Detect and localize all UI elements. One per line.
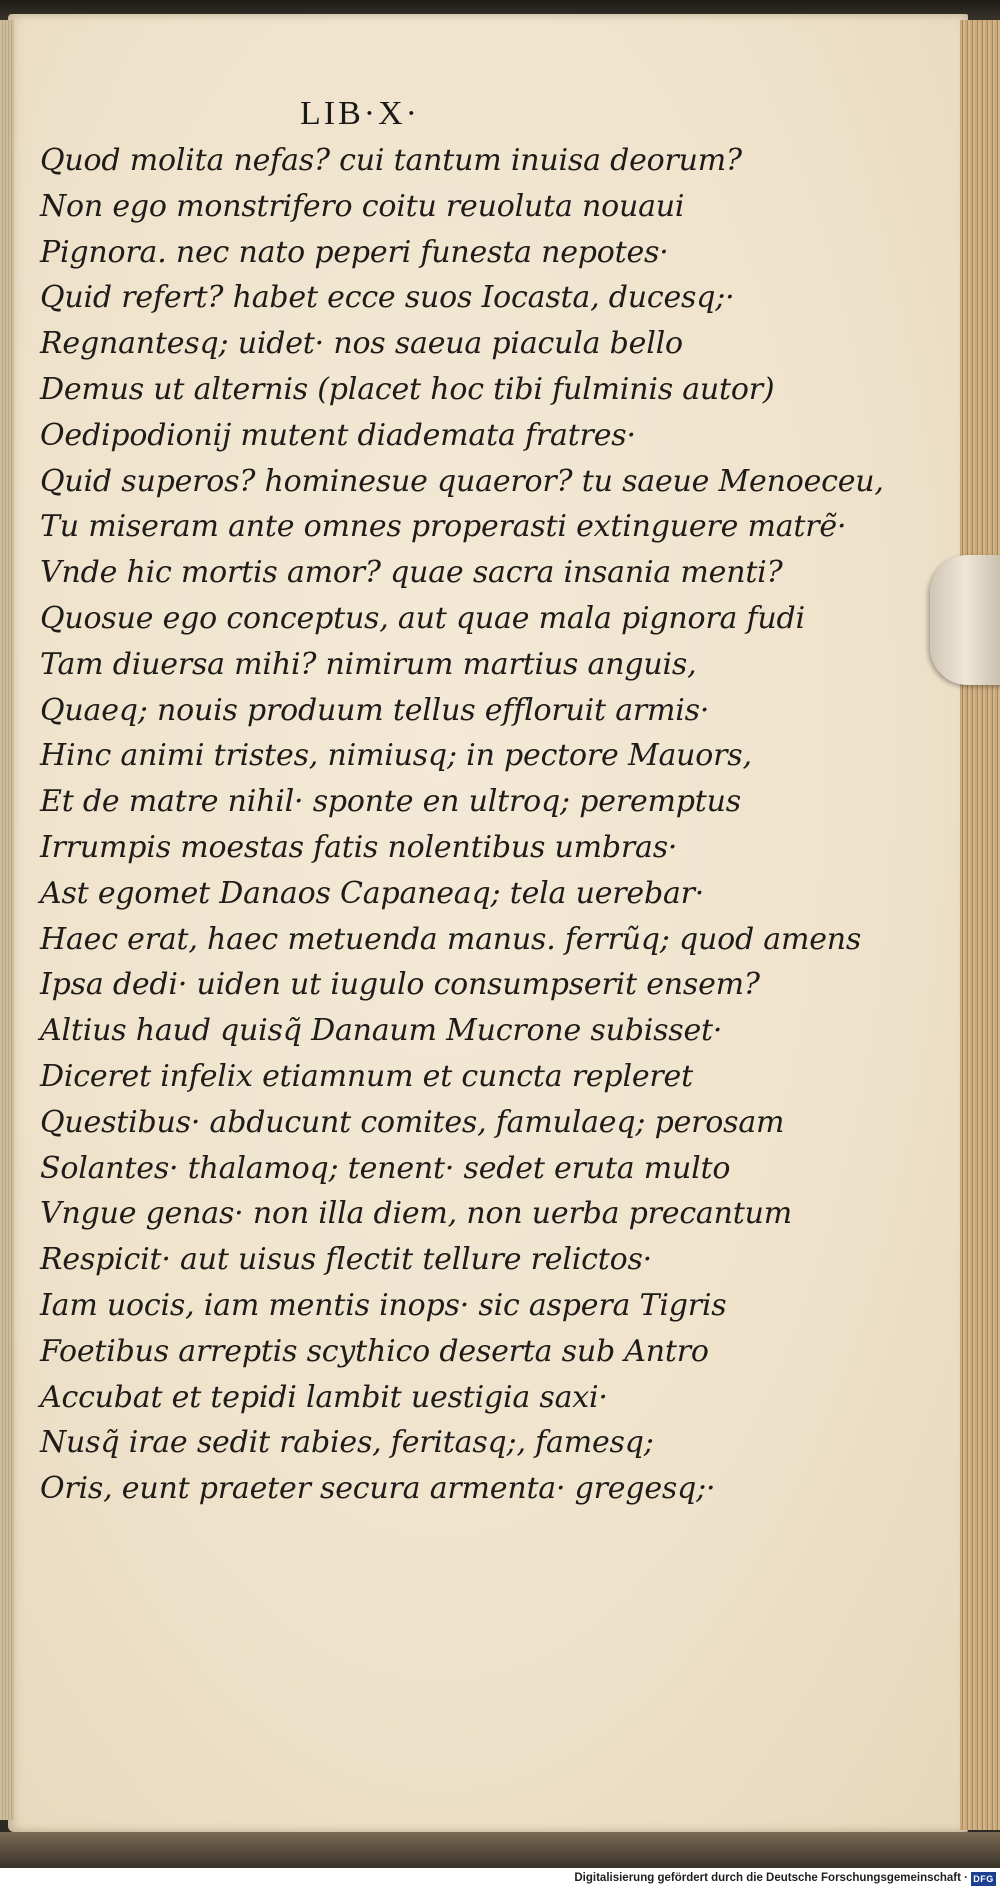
funding-credit: Digitalisierung gefördert durch die Deutsche Forschungsgemeinschaft ·: [574, 1872, 968, 1884]
verse-line: Tam diuersa mihi? nimirum martius anguis,: [40, 646, 697, 682]
verse-line: Quosue ego conceptus, aut quae mala pignora fudi: [40, 600, 805, 636]
verse-line: Iam uocis, iam mentis inops· sic aspera Tigris: [40, 1287, 727, 1323]
verse-line: Solantes· thalamoq; tenent· sedet eruta multo: [40, 1150, 731, 1186]
verse-line: Vnde hic mortis amor? quae sacra insania menti?: [40, 555, 783, 591]
verse-line: Regnantesq; uidet· nos saeua piacula bello: [40, 326, 683, 362]
verse-line: Et de matre nihil· sponte en ultroq; peremptus: [40, 784, 741, 820]
verse-line: Demus ut alternis (placet hoc tibi fulminis autor): [40, 371, 775, 407]
book-clasp: [930, 555, 1000, 685]
book-bottom-edge: [0, 1832, 1000, 1868]
verse-line: Oedipodionij mutent diademata fratres·: [40, 417, 636, 453]
verse-line: Quid refert? habet ecce suos Iocasta, ducesq;·: [40, 280, 735, 316]
dfg-logo-icon: DFG: [971, 1872, 996, 1886]
verse-line: Hinc animi tristes, nimiusq; in pectore Mauors,: [40, 738, 752, 774]
verse-line: Quid superos? hominesue quaeror? tu saeue Menoeceu,: [40, 463, 884, 499]
verse-line: Respicit· aut uisus flectit tellure relictos·: [40, 1242, 653, 1278]
verse-line: Accubat et tepidi lambit uestigia saxi·: [40, 1379, 608, 1415]
verse-line: Quod molita nefas? cui tantum inuisa deorum?: [40, 143, 742, 178]
verse-line: Foetibus arreptis scythico deserta sub Antro: [40, 1333, 709, 1369]
verse-line: Ast egomet Danaos Capaneaq; tela uerebar·: [40, 875, 705, 911]
verse-line: Altius haud quisq̃ Danaum Mucrone subisset·: [40, 1013, 723, 1049]
fore-edge: [960, 20, 1000, 1830]
verse-line: Ipsa dedi· uiden ut iugulo consumpserit ensem?: [40, 967, 760, 1003]
verse-line: Pignora. nec nato peperi funesta nepotes·: [40, 234, 669, 270]
verse-line: Tu miseram ante omnes properasti extinguere matrẽ·: [40, 509, 847, 545]
left-page-edges: [0, 20, 14, 1820]
verse-line: Quaeq; nouis produum tellus effloruit armis·: [40, 692, 710, 728]
verse-line: Questibus· abducunt comites, famulaeq; perosam: [40, 1104, 785, 1140]
verse-list: [40, 138, 940, 1512]
verse-line: Irrumpis moestas fatis nolentibus umbras·: [40, 829, 678, 865]
verse-line: Non ego monstrifero coitu reuoluta nouaui: [40, 188, 685, 224]
verse-line: Diceret infelix etiamnum et cuncta repleret: [40, 1058, 693, 1094]
verse-line: Vngue genas· non illa diem, non uerba precantum: [40, 1196, 792, 1232]
running-head: LIB·X·: [300, 95, 420, 132]
verse-line: Nusq̃ irae sedit rabies, feritasq;, famesq;: [40, 1425, 654, 1461]
verse-line: Oris, eunt praeter secura armenta· gregesq;·: [40, 1471, 716, 1507]
verse-line: Haec erat, haec metuenda manus. ferrũq; quod amens: [40, 921, 862, 957]
